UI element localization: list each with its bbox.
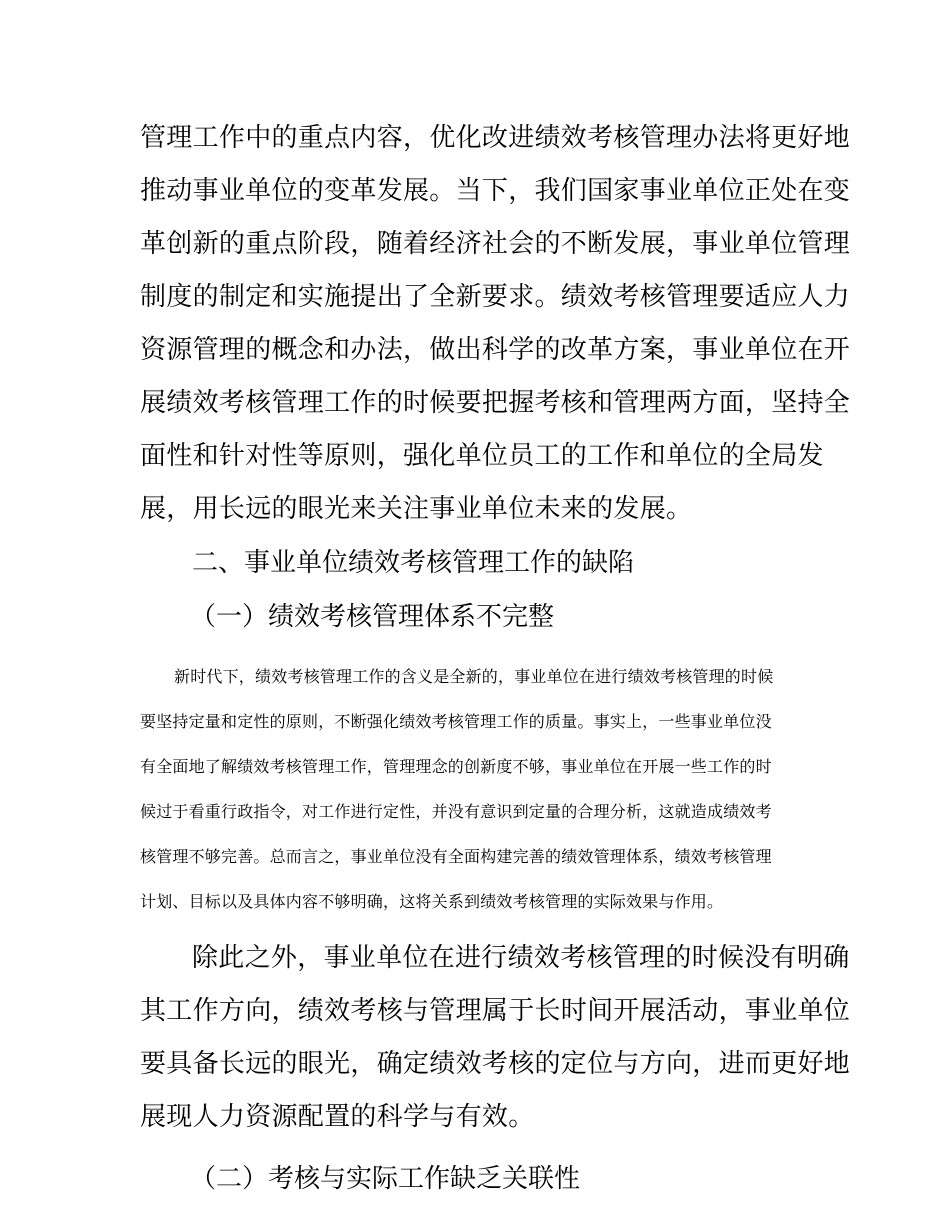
paragraph-line: 计划、目标以及具体内容不够明确，这将关系到绩效考核管理的实际效果与作用。: [140, 892, 724, 911]
paragraph-line: 推动事业单位的变革发展。当下，我们国家事业单位正处在变: [140, 176, 851, 206]
subsection-heading: （二）考核与实际工作缺乏关联性: [190, 1164, 581, 1194]
paragraph-line: 要具备长远的眼光，确定绩效考核的定位与方向，进而更好地: [140, 1049, 851, 1079]
paragraph-line: 展现人力资源配置的科学与有效。: [140, 1102, 535, 1132]
paragraph-line: 其工作方向，绩效考核与管理属于长时间开展活动，事业单位: [140, 996, 851, 1026]
paragraph-line: 展绩效考核管理工作的时候要把握考核和管理两方面，坚持全: [140, 388, 851, 418]
paragraph-line: 革创新的重点阶段，随着经济社会的不断发展，事业单位管理: [140, 229, 851, 259]
paragraph-2: [140, 654, 812, 924]
paragraph-line: 资源管理的概念和办法，做出科学的改革方案，事业单位在开: [140, 335, 851, 365]
paragraph-line: 核管理不够完善。总而言之，事业单位没有全面构建完善的绩效管理体系，绩效考核管理: [140, 847, 772, 866]
paragraph-line: 面性和针对性等原则，强化单位员工的工作和单位的全局发: [140, 441, 824, 471]
paragraph-line: 要坚持定量和定性的原则，不断强化绩效考核管理工作的质量。事实上，一些事业单位没: [140, 712, 772, 731]
paragraph-line: 候过于看重行政指令，对工作进行定性，并没有意识到定量的合理分析，这就造成绩效考: [140, 802, 772, 821]
subsection-heading: （一）绩效考核管理体系不完整: [190, 602, 555, 632]
paragraph-line: 新时代下，绩效考核管理工作的含义是全新的，事业单位在进行绩效考核管理的时候: [174, 667, 774, 686]
section-heading: 二、事业单位绩效考核管理工作的缺陷: [192, 548, 635, 578]
paragraph-line: 制度的制定和实施提出了全新要求。绩效考核管理要适应人力: [140, 282, 851, 312]
paragraph-line: 展，用长远的眼光来关注事业单位未来的发展。: [140, 494, 693, 524]
paragraph-line: 除此之外，事业单位在进行绩效考核管理的时候没有明确: [192, 943, 850, 973]
spacer: [140, 1144, 812, 1152]
paragraph-3: [140, 932, 851, 1144]
paragraph-1: [140, 112, 851, 536]
document-page: [140, 112, 851, 1206]
paragraph-line: 管理工作中的重点内容，优化改进绩效考核管理办法将更好地: [140, 123, 851, 153]
paragraph-line: 有全面地了解绩效考核管理工作，管理理念的创新度不够，事业单位在开展一些工作的时: [140, 757, 772, 776]
